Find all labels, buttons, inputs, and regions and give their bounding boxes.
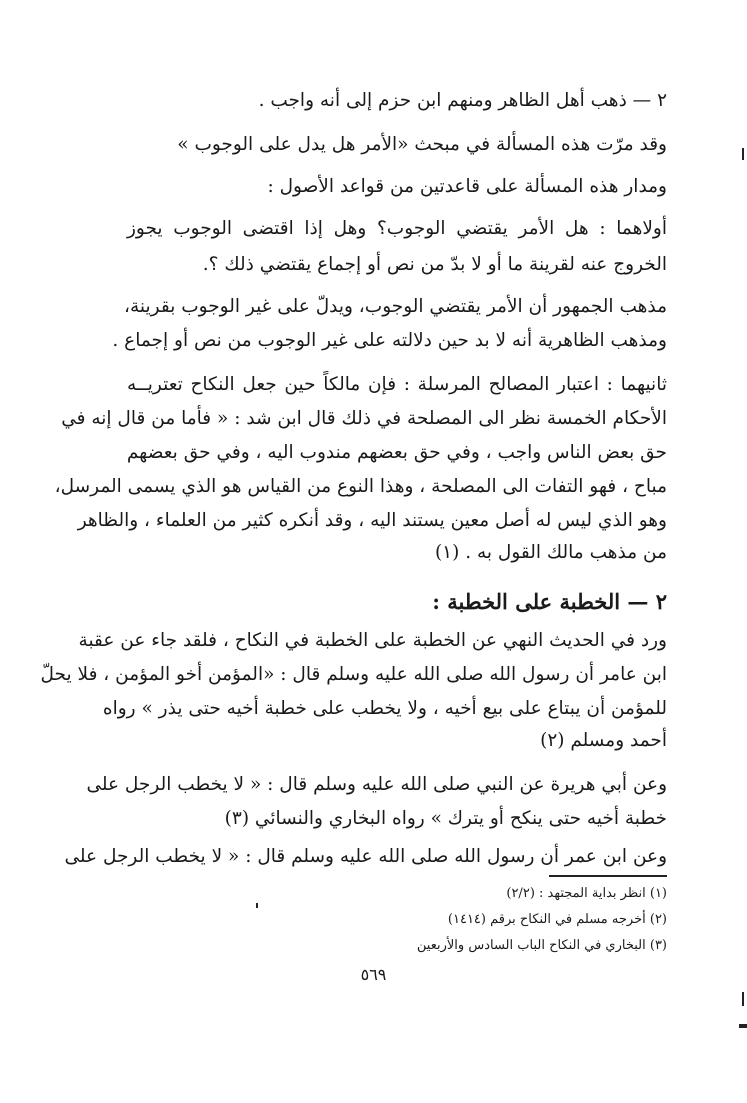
section-heading: ٢ — الخطبة على الخطبة :: [432, 589, 667, 614]
paragraph-line: ٢ — ذهب أهل الظاهر ومنهم ابن حزم إلى أنه واجب .: [258, 90, 667, 111]
paragraph-line: حق بعض الناس واجب ، وفي حق بعضهم مندوب اليه ، وفي حق بعضهم: [126, 442, 667, 463]
paragraph-line: أحمد ومسلم (٢): [540, 730, 667, 751]
scan-mark: [739, 1024, 747, 1028]
paragraph-line: مذهب الجمهور أن الأمر يقتضي الوجوب، ويدلّ على غير الوجوب بقرينة،: [124, 296, 667, 317]
footnote: (١) انظر بداية المجتهد : (٢/٢): [506, 886, 667, 901]
paragraph-line: ابن عامر أن رسول الله صلى الله عليه وسلم قال : «المؤمن أخو المؤمن ، فلا يحلّ: [40, 664, 667, 685]
paragraph-line: وهو الذي ليس له أصل معين يستند اليه ، وقد أنكره كثير من العلماء ، والظاهر: [77, 510, 667, 531]
footnote: (٢) أخرجه مسلم في النكاح برقم (١٤١٤): [447, 912, 667, 927]
paragraph-line: الخروج عنه لقرينة ما أو لا بدّ من نص أو إجماع يقتضي ذلك ؟.: [202, 254, 667, 275]
paragraph-line: ومدار هذه المسألة على قاعدتين من قواعد الأصول :: [267, 176, 667, 197]
scan-mark: [742, 992, 744, 1006]
paragraph-line: خطبة أخيه حتى ينكح أو يترك » رواه البخاري والنسائي (٣): [224, 808, 667, 829]
paragraph-line: من مذهب مالك القول به . (١): [434, 542, 667, 563]
paragraph-line: ورد في الحديث النهي عن الخطبة على الخطبة في النكاح ، فلقد جاء عن عقبة: [78, 630, 667, 651]
scan-mark: [742, 148, 744, 160]
paragraph-line: وقد مرّت هذه المسألة في مبحث «الأمر هل يدل على الوجوب »: [177, 134, 667, 155]
scan-mark: [256, 903, 258, 908]
footnote: (٣) البخاري في النكاح الباب السادس والأربعين: [416, 938, 667, 953]
page-number: ٥٦٩: [360, 965, 387, 984]
paragraph-line: الأحكام الخمسة نظر الى المصلحة في ذلك قال ابن شد : « فأما من قال إنه في: [61, 408, 667, 429]
paragraph-line: وعن ابن عمر أن رسول الله صلى الله عليه وسلم قال : « لا يخطب الرجل على: [64, 846, 667, 867]
paragraph-line: ثانيهما : اعتبار المصالح المرسلة : فإن مالكاً حين جعل النكاح تعتريــه: [127, 374, 667, 395]
paragraph-line: وعن أبي هريرة عن النبي صلى الله عليه وسلم قال : « لا يخطب الرجل على: [86, 774, 667, 795]
paragraph-line: ومذهب الظاهرية أنه لا بد حين دلالته على غير الوجوب من نص أو إجماع .: [112, 330, 667, 351]
footnote-separator: [549, 875, 667, 877]
paragraph-line: للمؤمن أن يبتاع على بيع أخيه ، ولا يخطب على خطبة أخيه حتى يذر » رواه: [102, 698, 667, 719]
paragraph-line: مباح ، فهو التفات الى المصلحة ، وهذا النوع من القياس هو الذي يسمى المرسل،: [54, 476, 667, 497]
paragraph-line: أولاهما : هل الأمر يقتضي الوجوب؟ وهل إذا اقتضى الوجوب يجوز: [127, 218, 667, 239]
